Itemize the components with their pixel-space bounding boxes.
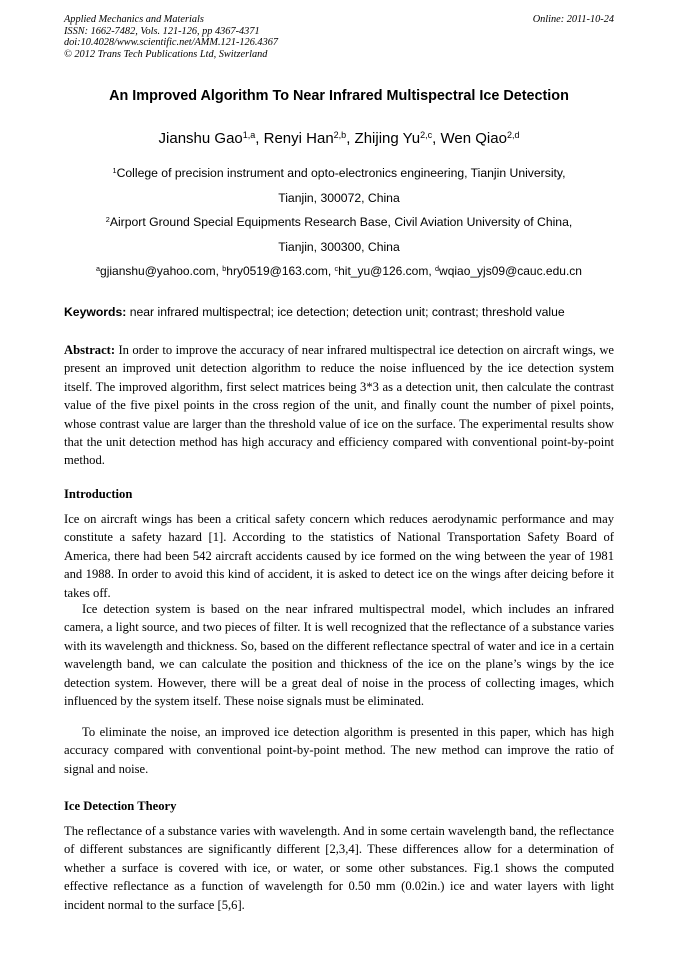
affiliation-2-line1: $^2$Airport Ground Special Equipments Research Base, Civil Aviation University of China, <box>105 214 573 229</box>
journal-header <box>64 14 614 60</box>
copyright-line: © 2012 Trans Tech Publications Ltd, Switzerland <box>64 48 268 60</box>
author: Jianshu Gao$^{1,a}$, <box>158 130 264 147</box>
email: $^a$gjianshu@yahoo.com, <box>96 264 223 278</box>
email: $^c$hit_yu@126.com, <box>334 264 436 278</box>
affiliation-2-line2: Tianjin, 300300, China <box>278 240 400 254</box>
author-list <box>40 130 638 147</box>
abstract <box>64 341 614 470</box>
intro-paragraph-2: Ice detection system is based on the near infrared multispectral model, which includes an infrared camera, a light source, and two pieces of filter. It is well recognized that the reflectance of a substance varies with its wavelength and thickness. So, based on the different reflectance spectral of water and ice in a certain wavelength band, we can calculate the position and thickness of the ice on the plane’s wings by the ice detection system. However, there will be a great deal of noise in the process of collecting images, which influenced by the system itself. These noise signals must be eliminated. <box>64 602 614 709</box>
online-date: Online: 2011-10-24 <box>532 14 614 25</box>
author: Renyi Han$^{2,b}$, <box>263 130 355 147</box>
author: Zhijing Yu$^{2,c}$, <box>354 130 441 147</box>
email: $^b$hry0519@163.com, <box>222 264 335 278</box>
keywords-text: near infrared multispectral; ice detection; detection unit; contrast; threshold value <box>129 305 565 319</box>
intro-paragraph-3: To eliminate the noise, an improved ice detection algorithm is presented in this paper, which has high accuracy compared with conventional point-by-point method. The new method can improve the ratio of signal and noise. <box>64 725 614 776</box>
intro-paragraph-1: Ice on aircraft wings has been a critical safety concern which reduces aerodynamic performance and may constitute a safety hazard [1]. According to the statistics of National Transportation Safety Board of America, there had been 542 aircraft accidents caused by ice formed on the wing between the year of 1981 and 1988. In order to avoid this kind of accident, it is asked to detect ice on the wings after deicing before it takes off. <box>64 512 614 600</box>
section-heading-introduction: Introduction <box>64 487 133 501</box>
email-list <box>40 264 638 278</box>
abstract-label: Abstract: <box>64 343 116 357</box>
section-heading-ice-detection-theory: Ice Detection Theory <box>64 799 177 813</box>
issn-line: ISSN: 1662-7482, Vols. 121-126, pp 4367-4371 <box>64 25 260 37</box>
abstract-text: In order to improve the accuracy of near infrared multispectral ice detection on aircraft wings, we present an improved unit detection algorithm to reduce the noise influenced by the ice detection system itself. The improved algorithm, first select matrices being 3*3 as a detection unit, then calculate the contrast value of the five pixel points in the cross region of the unit, and finally count the number of pixel points, whose contrast value are larger than the threshold value of ice on the surface. The experimental results show that the unit detection method has high accuracy and efficiency compared with conventional point-by-point method. <box>64 343 615 468</box>
paper-title: An Improved Algorithm To Near Infrared Multispectral Ice Detection <box>109 88 569 104</box>
journal-name: Applied Mechanics and Materials <box>64 14 204 25</box>
keywords-label: Keywords: <box>64 305 127 319</box>
email: $^d$wqiao_yjs09@cauc.edu.cn <box>435 264 582 278</box>
keywords <box>64 305 624 319</box>
author: Wen Qiao$^{2,d}$ <box>440 130 520 147</box>
affiliation-1-line1: $^1$College of precision instrument and opto-electronics engineering, Tianjin University, <box>112 165 566 180</box>
doi-line: doi:10.4028/www.scientific.net/AMM.121-126.4367 <box>64 37 279 48</box>
affiliation-1-line2: Tianjin, 300072, China <box>278 191 400 205</box>
theory-paragraph-1: The reflectance of a substance varies with wavelength. And in some certain wavelength band, the reflectance of different substances are significantly different [2,3,4]. These differences allow for a determination of whether a surface is covered with ice, or water, or some other substances. Fig.1 shows the computed effective reflectance as a function of wavelength for 0.50 mm (0.02in.) ice and water layers with light incident normal to the surface [5,6]. <box>64 824 614 912</box>
